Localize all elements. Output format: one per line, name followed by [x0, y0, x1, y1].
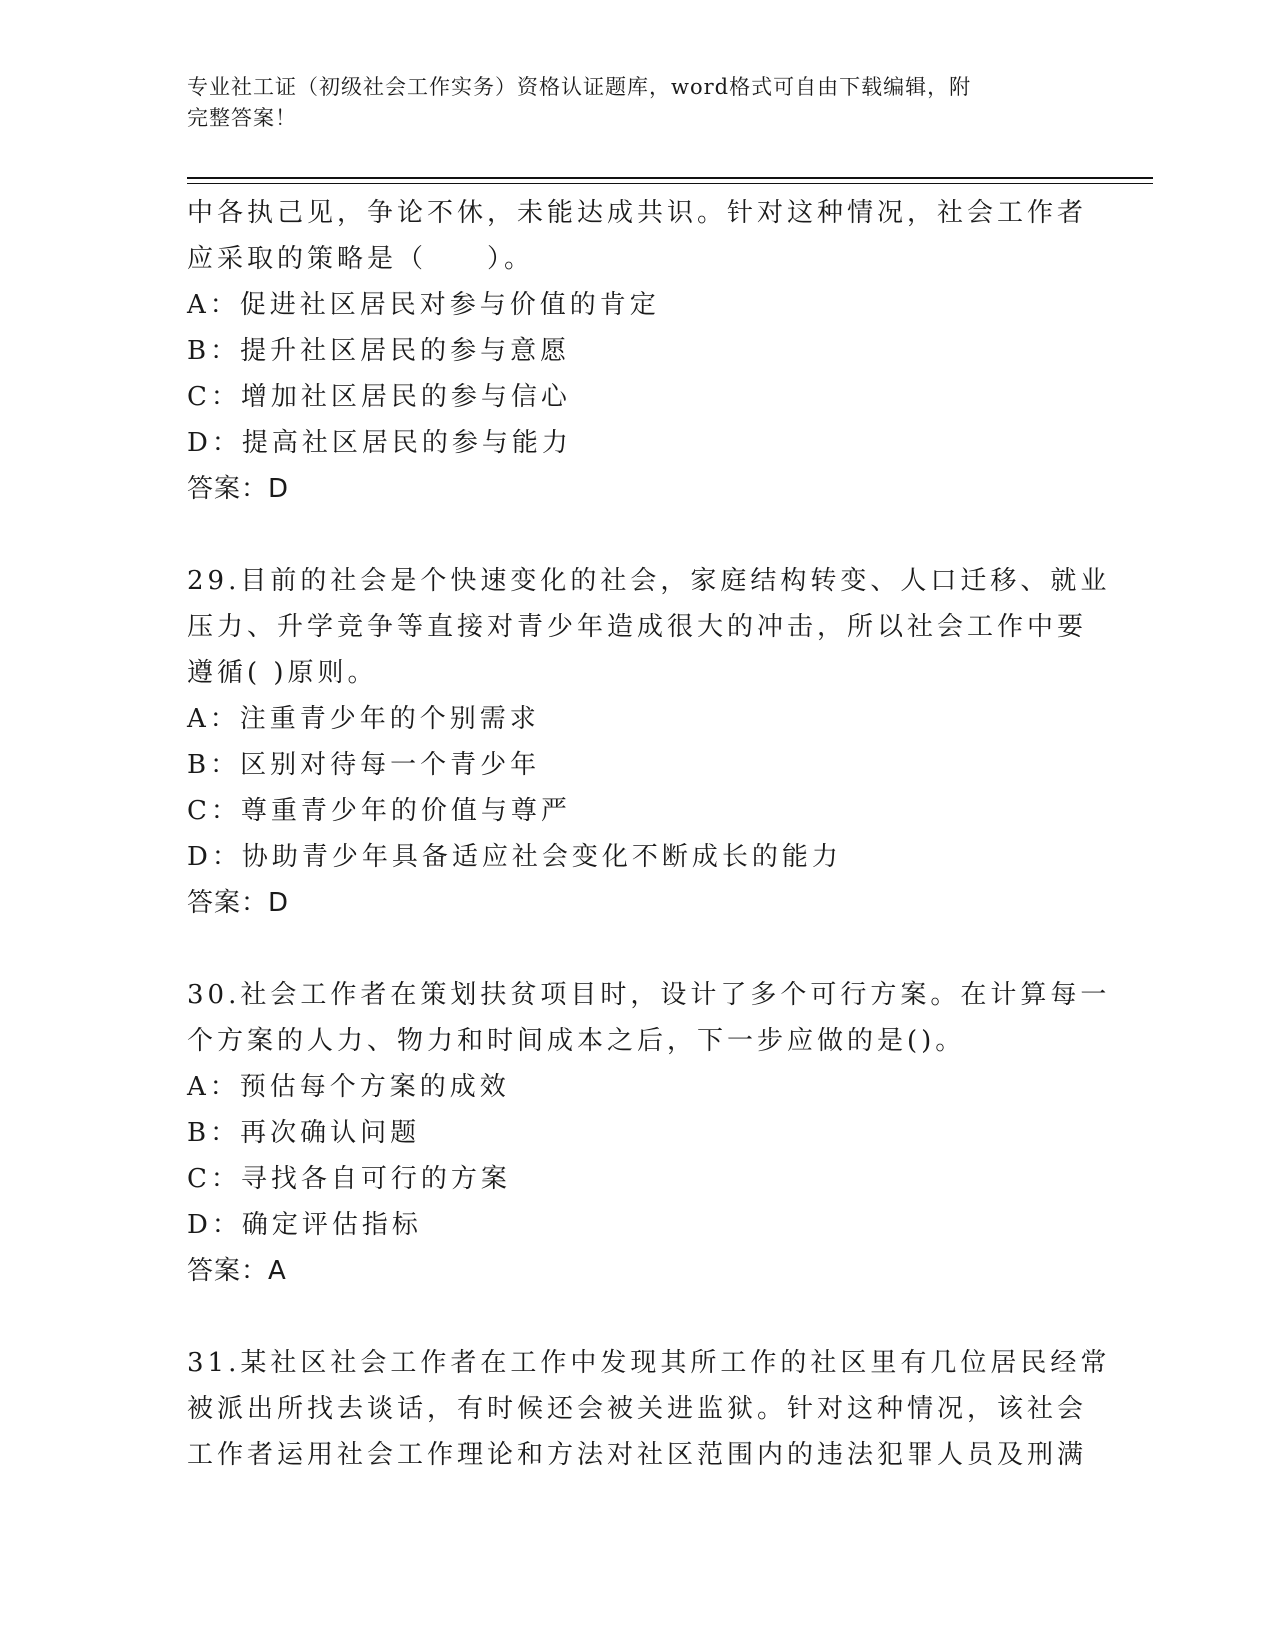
option-c: C：尊重青少年的价值与尊严 — [187, 796, 571, 826]
document-header — [187, 72, 1067, 134]
option-c: C：增加社区居民的参与信心 — [187, 382, 571, 412]
question-28 — [187, 190, 1087, 512]
question-stem-line: 遵循( )原则。 — [187, 658, 378, 688]
spacer — [187, 1294, 1087, 1340]
option-c: C：寻找各自可行的方案 — [187, 1164, 511, 1194]
question-stem-line: 被派出所找去谈话，有时候还会被关进监狱。针对这种情况，该社会 — [187, 1394, 1088, 1424]
option-d: D：提高社区居民的参与能力 — [187, 428, 572, 458]
question-stem-line: 工作者运用社会工作理论和方法对社区范围内的违法犯罪人员及刑满 — [187, 1440, 1088, 1470]
header-line-1: 专业社工证（初级社会工作实务）资格认证题库，word格式可自由下载编辑，附 — [187, 75, 972, 99]
answer: 答案：D — [187, 474, 290, 504]
question-stem-line: 中各执己见，争论不休，未能达成共识。针对这种情况，社会工作者 — [187, 198, 1088, 228]
question-list — [187, 190, 1111, 1478]
header-divider-thick — [187, 177, 1153, 179]
header-line-2: 完整答案！ — [187, 106, 297, 130]
spacer — [187, 926, 1087, 972]
question-stem-line: 30.社会工作者在策划扶贫项目时，设计了多个可行方案。在计算每一 — [187, 980, 1111, 1010]
answer: 答案：D — [187, 888, 290, 918]
spacer — [187, 512, 1087, 558]
header-divider-thin — [187, 183, 1153, 184]
option-a: A：注重青少年的个别需求 — [187, 704, 540, 734]
question-31 — [187, 1340, 1111, 1478]
option-a: A：促进社区居民对参与价值的肯定 — [187, 290, 660, 320]
question-stem-line: 压力、升学竞争等直接对青少年造成很大的冲击，所以社会工作中要 — [187, 612, 1088, 642]
question-stem-line: 29.目前的社会是个快速变化的社会，家庭结构转变、人口迁移、就业 — [187, 566, 1111, 596]
question-stem-line: 31.某社区社会工作者在工作中发现其所工作的社区里有几位居民经常 — [187, 1348, 1111, 1378]
question-30 — [187, 972, 1111, 1294]
option-b: B：区别对待每一个青少年 — [187, 750, 541, 780]
question-stem-line: 应采取的策略是（ ）。 — [187, 244, 535, 274]
option-d: D：协助青少年具备适应社会变化不断成长的能力 — [187, 842, 842, 872]
option-a: A：预估每个方案的成效 — [187, 1072, 510, 1102]
option-b: B：再次确认问题 — [187, 1118, 421, 1148]
option-d: D：确定评估指标 — [187, 1210, 422, 1240]
question-stem-line: 个方案的人力、物力和时间成本之后，下一步应做的是()。 — [187, 1026, 966, 1056]
option-b: B：提升社区居民的参与意愿 — [187, 336, 571, 366]
question-29 — [187, 558, 1111, 926]
answer: 答案：A — [187, 1256, 287, 1286]
